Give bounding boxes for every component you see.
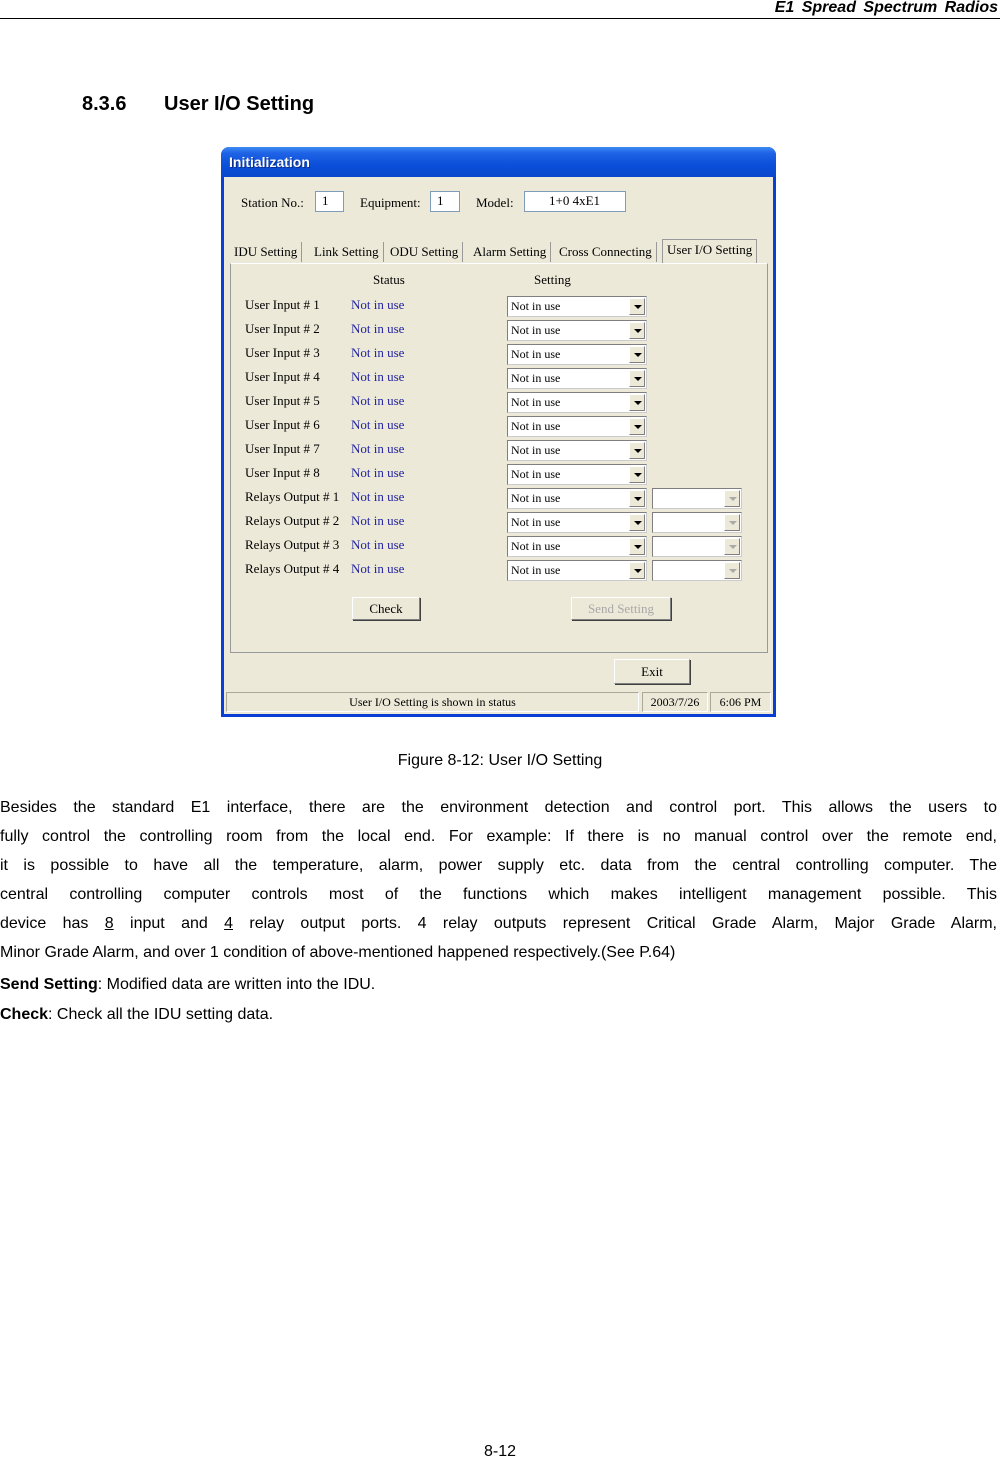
status-date: 2003/7/26 (642, 692, 708, 712)
row-label: Relays Output # 1 (245, 489, 340, 504)
figure-caption: Figure 8-12: User I/O Setting (397, 752, 603, 769)
body-line: central controlling computer controls most of the functions which makes intelligent management possible. This (0, 886, 997, 903)
setting-select[interactable]: Not in use (507, 440, 647, 461)
setting-select[interactable]: Not in use (507, 488, 647, 509)
row-status: Not in use (351, 417, 405, 432)
chevron-down-icon (724, 562, 740, 579)
secondary-select-disabled (652, 512, 742, 533)
setting-select[interactable]: Not in use (507, 344, 647, 365)
row-label: User Input # 4 (245, 369, 320, 384)
chevron-down-icon[interactable] (629, 514, 645, 531)
tab-alarm-setting[interactable]: Alarm Setting (469, 242, 551, 262)
user-io-panel (230, 263, 768, 653)
chevron-down-icon[interactable] (629, 490, 645, 507)
row-label: User Input # 7 (245, 441, 320, 456)
row-label: Relays Output # 2 (245, 513, 340, 528)
body-paragraph (0, 793, 997, 967)
equipment-field[interactable]: 1 (430, 191, 460, 212)
body-line: Minor Grade Alarm, and over 1 condition of above-mentioned happened respectively.(See P.64) (0, 944, 676, 961)
chevron-down-icon[interactable] (629, 466, 645, 483)
row-status: Not in use (351, 393, 405, 408)
chevron-down-icon (724, 514, 740, 531)
row-label: User Input # 2 (245, 321, 320, 336)
setting-select[interactable]: Not in use (507, 416, 647, 437)
body-line: Besides the standard E1 interface, there are the environment detection and control port. This allows the users to (0, 799, 997, 816)
definition-send-setting: Send Setting: Modified data are written into the IDU. (0, 976, 376, 993)
status-time: 6:06 PM (710, 692, 771, 712)
row-label: User Input # 6 (245, 417, 320, 432)
status-column-header: Status (373, 272, 405, 287)
row-status: Not in use (351, 513, 405, 528)
row-status: Not in use (351, 537, 405, 552)
chevron-down-icon[interactable] (629, 346, 645, 363)
send-setting-button: Send Setting (571, 597, 671, 620)
section-title: User I/O Setting (164, 93, 315, 115)
chevron-down-icon[interactable] (629, 370, 645, 387)
chevron-down-icon[interactable] (629, 538, 645, 555)
window-title: Initialization (229, 154, 310, 170)
row-label: Relays Output # 3 (245, 537, 340, 552)
status-bar (224, 690, 773, 714)
setting-column-header: Setting (534, 272, 571, 287)
setting-select[interactable]: Not in use (507, 560, 647, 581)
row-label: User Input # 8 (245, 465, 320, 480)
station-field[interactable]: 1 (315, 191, 344, 212)
setting-select[interactable]: Not in use (507, 512, 647, 533)
chevron-down-icon[interactable] (629, 298, 645, 315)
window-client (224, 177, 773, 714)
tab-odu-setting[interactable]: ODU Setting (386, 242, 463, 262)
row-status: Not in use (351, 345, 405, 360)
station-label: Station No.: (241, 195, 304, 210)
tab-cross-connecting[interactable]: Cross Connecting (555, 242, 657, 262)
model-field[interactable]: 1+0 4xE1 (524, 191, 626, 212)
input-count: 8 (104, 915, 114, 932)
setting-select[interactable]: Not in use (507, 464, 647, 485)
initialization-window (221, 147, 776, 717)
row-status: Not in use (351, 489, 405, 504)
row-status: Not in use (351, 465, 405, 480)
setting-select[interactable]: Not in use (507, 320, 647, 341)
setting-select[interactable]: Not in use (507, 536, 647, 557)
check-button[interactable]: Check (352, 597, 420, 620)
page-number: 8-12 (483, 1443, 517, 1460)
row-status: Not in use (351, 369, 405, 384)
secondary-select-disabled (652, 488, 742, 509)
chevron-down-icon (724, 538, 740, 555)
body-line: it is possible to have all the temperature, alarm, power supply etc. data from the central controlling computer. The (0, 857, 997, 874)
equipment-label: Equipment: (360, 195, 421, 210)
body-line: device has 8 input and 4 relay output ports. 4 relay outputs represent Critical Grade Alarm, Major Grade Alarm, (0, 915, 997, 932)
tab-link-setting[interactable]: Link Setting (310, 242, 384, 262)
chevron-down-icon[interactable] (629, 394, 645, 411)
page-header (0, 0, 1000, 19)
tab-user-io-setting[interactable]: User I/O Setting (662, 239, 757, 264)
page-header-title: E1 Spread Spectrum Radios (774, 0, 998, 16)
row-label: User Input # 5 (245, 393, 320, 408)
setting-select[interactable]: Not in use (507, 392, 647, 413)
section-number: 8.3.6 (82, 93, 127, 115)
chevron-down-icon[interactable] (629, 322, 645, 339)
row-label: User Input # 3 (245, 345, 320, 360)
row-status: Not in use (351, 321, 405, 336)
output-count: 4 (224, 915, 234, 932)
row-status: Not in use (351, 297, 405, 312)
chevron-down-icon[interactable] (629, 562, 645, 579)
secondary-select-disabled (652, 536, 742, 557)
chevron-down-icon[interactable] (629, 418, 645, 435)
definition-check: Check: Check all the IDU setting data. (0, 1006, 274, 1023)
setting-select[interactable]: Not in use (507, 368, 647, 389)
model-label: Model: (476, 195, 514, 210)
row-status: Not in use (351, 561, 405, 576)
status-message: User I/O Setting is shown in status (226, 692, 639, 712)
exit-button[interactable]: Exit (614, 659, 690, 684)
tab-idu-setting[interactable]: IDU Setting (230, 242, 302, 262)
section-heading (82, 93, 314, 116)
setting-select[interactable]: Not in use (507, 296, 647, 317)
row-status: Not in use (351, 441, 405, 456)
chevron-down-icon (724, 490, 740, 507)
row-label: User Input # 1 (245, 297, 320, 312)
title-bar[interactable] (221, 147, 776, 177)
row-label: Relays Output # 4 (245, 561, 340, 576)
chevron-down-icon[interactable] (629, 442, 645, 459)
body-line: fully control the controlling room from the local end. For example: If there is no manual control over the remote end, (0, 828, 997, 845)
secondary-select-disabled (652, 560, 742, 581)
